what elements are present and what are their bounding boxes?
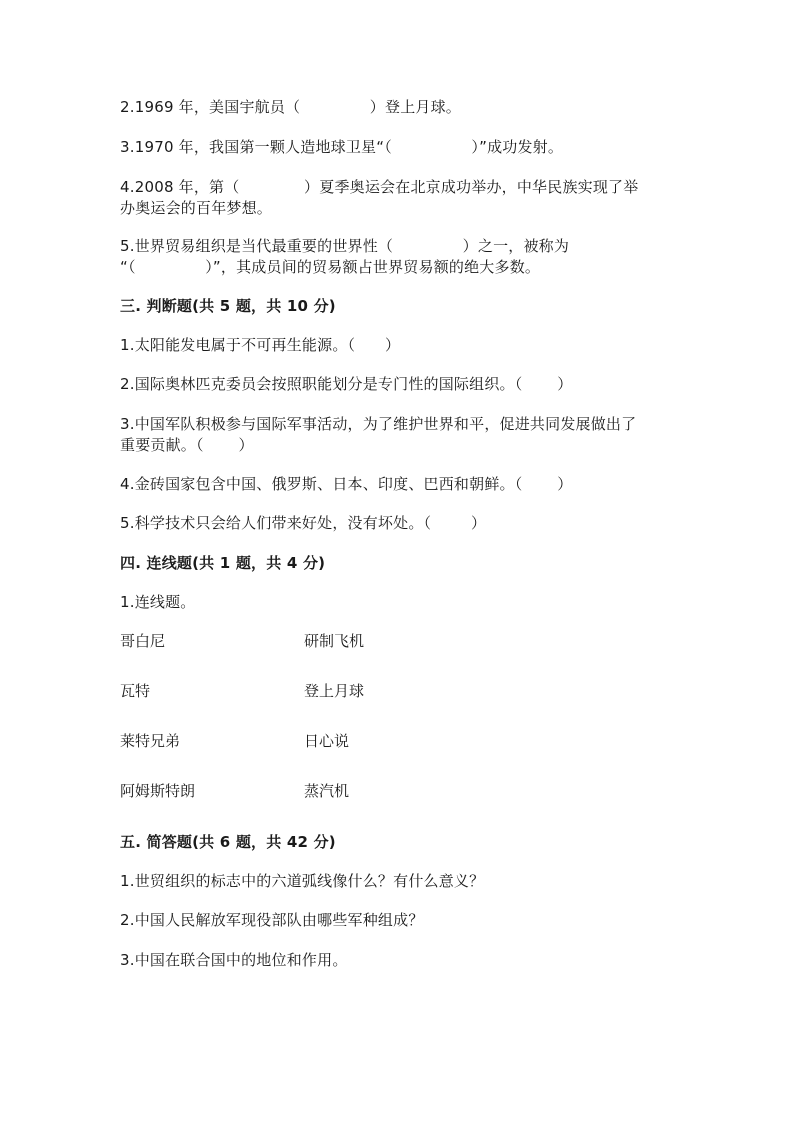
matching-left-item: 阿姆斯特朗: [120, 782, 196, 800]
true-false-question-2: 2.国际奥林匹克委员会按照职能划分是专门性的国际组织。（ ）: [120, 375, 573, 393]
short-answer-question-2: 2.中国人民解放军现役部队由哪些军种组成？: [120, 911, 424, 929]
true-false-question-4: 4.金砖国家包含中国、俄罗斯、日本、印度、巴西和朝鲜。（ ）: [120, 475, 573, 493]
fill-blank-question-4-cont: 办奥运会的百年梦想。: [120, 199, 273, 217]
fill-blank-question-5: 5.世界贸易组织是当代最重要的世界性（ ）之一，被称为: [120, 237, 570, 255]
true-false-question-1: 1.太阳能发电属于不可再生能源。（ ）: [120, 336, 401, 354]
matching-right-item: 蒸汽机: [304, 782, 350, 800]
fill-blank-question-5-cont: “（ ）”，其成员间的贸易额占世界贸易额的绝大多数。: [120, 258, 541, 276]
short-answer-question-3: 3.中国在联合国中的地位和作用。: [120, 951, 348, 969]
fill-blank-question-3: 3.1970 年，我国第一颗人造地球卫星“（ ）”成功发射。: [120, 138, 564, 156]
true-false-question-3-cont: 重要贡献。（ ）: [120, 436, 254, 454]
matching-left-item: 哥白尼: [120, 632, 166, 650]
matching-left-item: 瓦特: [120, 682, 151, 700]
matching-right-item: 日心说: [304, 732, 350, 750]
section-heading-short-answer: 五. 简答题(共 6 题，共 42 分): [120, 833, 336, 851]
section-heading-matching: 四. 连线题(共 1 题，共 4 分): [120, 554, 326, 572]
true-false-question-5: 5.科学技术只会给人们带来好处，没有坏处。（ ）: [120, 514, 487, 532]
matching-right-item: 登上月球: [304, 682, 365, 700]
matching-right-item: 研制飞机: [304, 632, 365, 650]
fill-blank-question-2: 2.1969 年，美国宇航员（ ）登上月球。: [120, 98, 462, 116]
section-heading-true-false: 三. 判断题(共 5 题，共 10 分): [120, 297, 336, 315]
matching-question-1: 1.连线题。: [120, 593, 196, 611]
true-false-question-3: 3.中国军队积极参与国际军事活动，为了维护世界和平，促进共同发展做出了: [120, 415, 637, 433]
fill-blank-question-4: 4.2008 年，第（ ）夏季奥运会在北京成功举办，中华民族实现了举: [120, 178, 639, 196]
short-answer-question-1: 1.世贸组织的标志中的六道弧线像什么？有什么意义？: [120, 872, 485, 890]
matching-left-item: 莱特兄弟: [120, 732, 181, 750]
